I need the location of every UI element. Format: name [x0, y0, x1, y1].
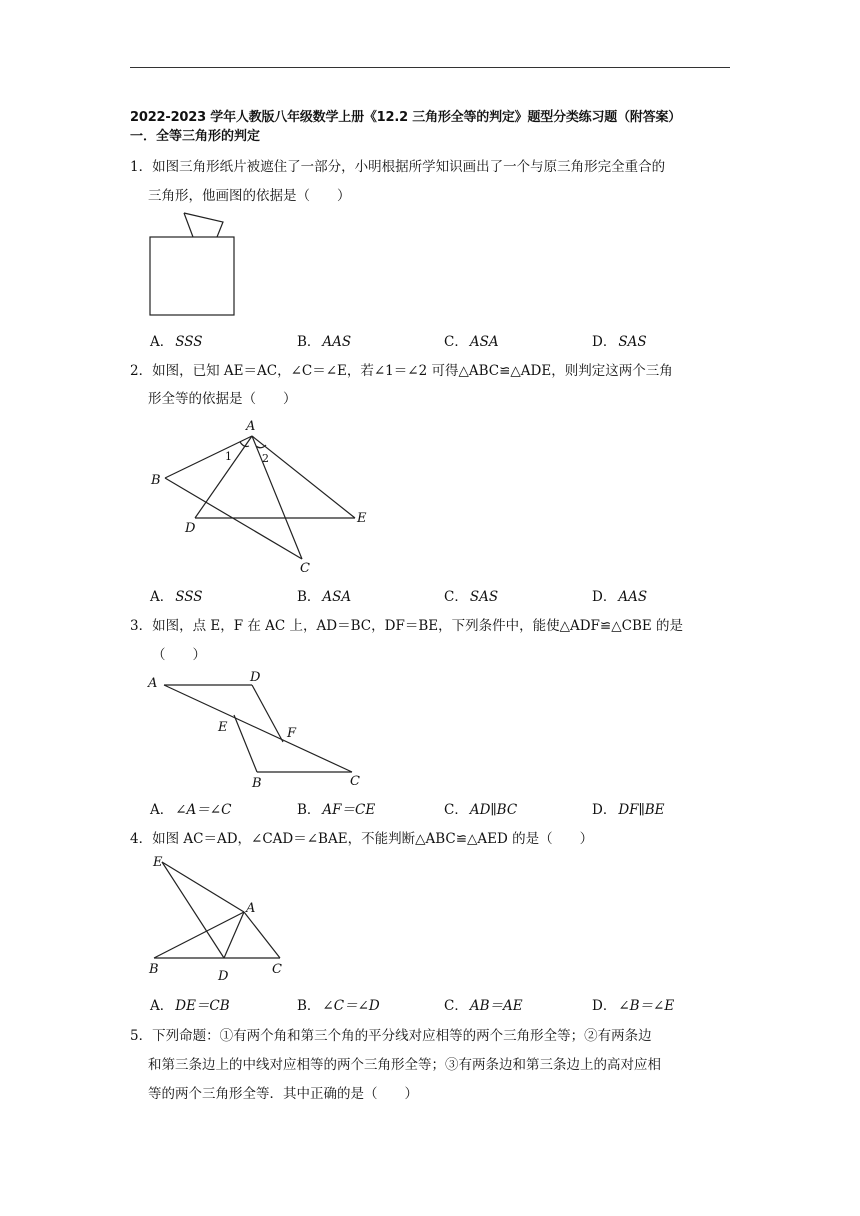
- q4-label-b: B: [149, 962, 159, 977]
- q3-label-a: A: [148, 676, 158, 691]
- document-title: 2022-2023 学年人教版八年级数学上册《12.2 三角形全等的判定》题型分类练习题（附答案）: [130, 110, 682, 125]
- q2-label-a: A: [246, 419, 256, 434]
- q3-label-f: F: [287, 726, 297, 741]
- q2-angle-2: 2: [262, 452, 269, 465]
- q3-label-e: E: [218, 720, 228, 735]
- question-4-line-1: 4．如图 AC＝AD，∠CAD＝∠BAE，不能判断△ABC≌△AED 的是（ ）: [130, 831, 594, 847]
- q1-option-d[interactable]: D． SAS: [592, 334, 647, 350]
- question-3-line-2: （ ）: [152, 647, 206, 663]
- question-5-line-1: 5．下列命题：①有两个角和第三个角的平分线对应相等的两个三角形全等；②有两条边: [130, 1028, 652, 1044]
- question-1-line-1: 1．如图三角形纸片被遮住了一部分，小明根据所学知识画出了一个与原三角形完全重合的: [130, 159, 666, 175]
- q4-label-e: E: [153, 855, 163, 870]
- q2-option-d[interactable]: D． AAS: [592, 589, 648, 605]
- q2-option-b[interactable]: B． ASA: [297, 589, 352, 605]
- q4-option-a[interactable]: A． DE＝CB: [150, 998, 230, 1014]
- question-2-line-1: 2．如图，已知 AE＝AC，∠C＝∠E，若∠1＝∠2 可得△ABC≌△ADE，则判定这两个三角: [130, 363, 673, 379]
- question-5-line-2: 和第三条边上的中线对应相等的两个三角形全等；③有两条边和第三条边上的高对应相: [148, 1057, 661, 1073]
- q3-label-c: C: [350, 774, 360, 789]
- q3-label-b: B: [252, 776, 262, 791]
- q3-option-d[interactable]: D． DF∥BE: [592, 802, 665, 818]
- q3-option-a[interactable]: A． ∠A＝∠C: [150, 802, 232, 818]
- question-5-line-3: 等的两个三角形全等．其中正确的是（ ）: [148, 1086, 418, 1102]
- q3-label-d: D: [250, 670, 261, 685]
- q4-option-b[interactable]: B． ∠C＝∠D: [297, 998, 380, 1014]
- question-4-figure: [140, 848, 300, 988]
- q2-label-c: C: [300, 561, 310, 576]
- q2-label-d: D: [185, 521, 196, 536]
- q4-label-a: A: [246, 901, 256, 916]
- q4-option-d[interactable]: D． ∠B＝∠E: [592, 998, 675, 1014]
- question-2-line-2: 形全等的依据是（ ）: [148, 391, 297, 407]
- q2-option-a[interactable]: A． SSS: [150, 589, 203, 605]
- question-3-line-1: 3．如图，点 E，F 在 AC 上，AD＝BC，DF＝BE，下列条件中，能使△ADF≌△CBE 的是: [130, 618, 684, 634]
- q1-option-c[interactable]: C． ASA: [444, 334, 499, 350]
- q2-angle-1: 1: [225, 450, 232, 463]
- q3-option-b[interactable]: B． AF＝CE: [297, 802, 376, 818]
- q4-option-c[interactable]: C． AB＝AE: [444, 998, 523, 1014]
- q4-label-d: D: [218, 969, 229, 984]
- question-2-figure: [145, 412, 385, 582]
- question-1-line-2: 三角形，他画图的依据是（ ）: [148, 188, 351, 204]
- q2-label-b: B: [151, 473, 161, 488]
- header-rule: [130, 67, 730, 68]
- q1-option-b[interactable]: B． AAS: [297, 334, 352, 350]
- section-heading: 一．全等三角形的判定: [130, 129, 261, 144]
- question-3-figure: [140, 665, 380, 795]
- q4-label-c: C: [272, 962, 282, 977]
- q2-option-c[interactable]: C． SAS: [444, 589, 499, 605]
- q3-option-c[interactable]: C． AD∥BC: [444, 802, 518, 818]
- q1-option-a[interactable]: A． SSS: [150, 334, 203, 350]
- question-1-figure: [140, 205, 250, 320]
- q2-label-e: E: [357, 511, 367, 526]
